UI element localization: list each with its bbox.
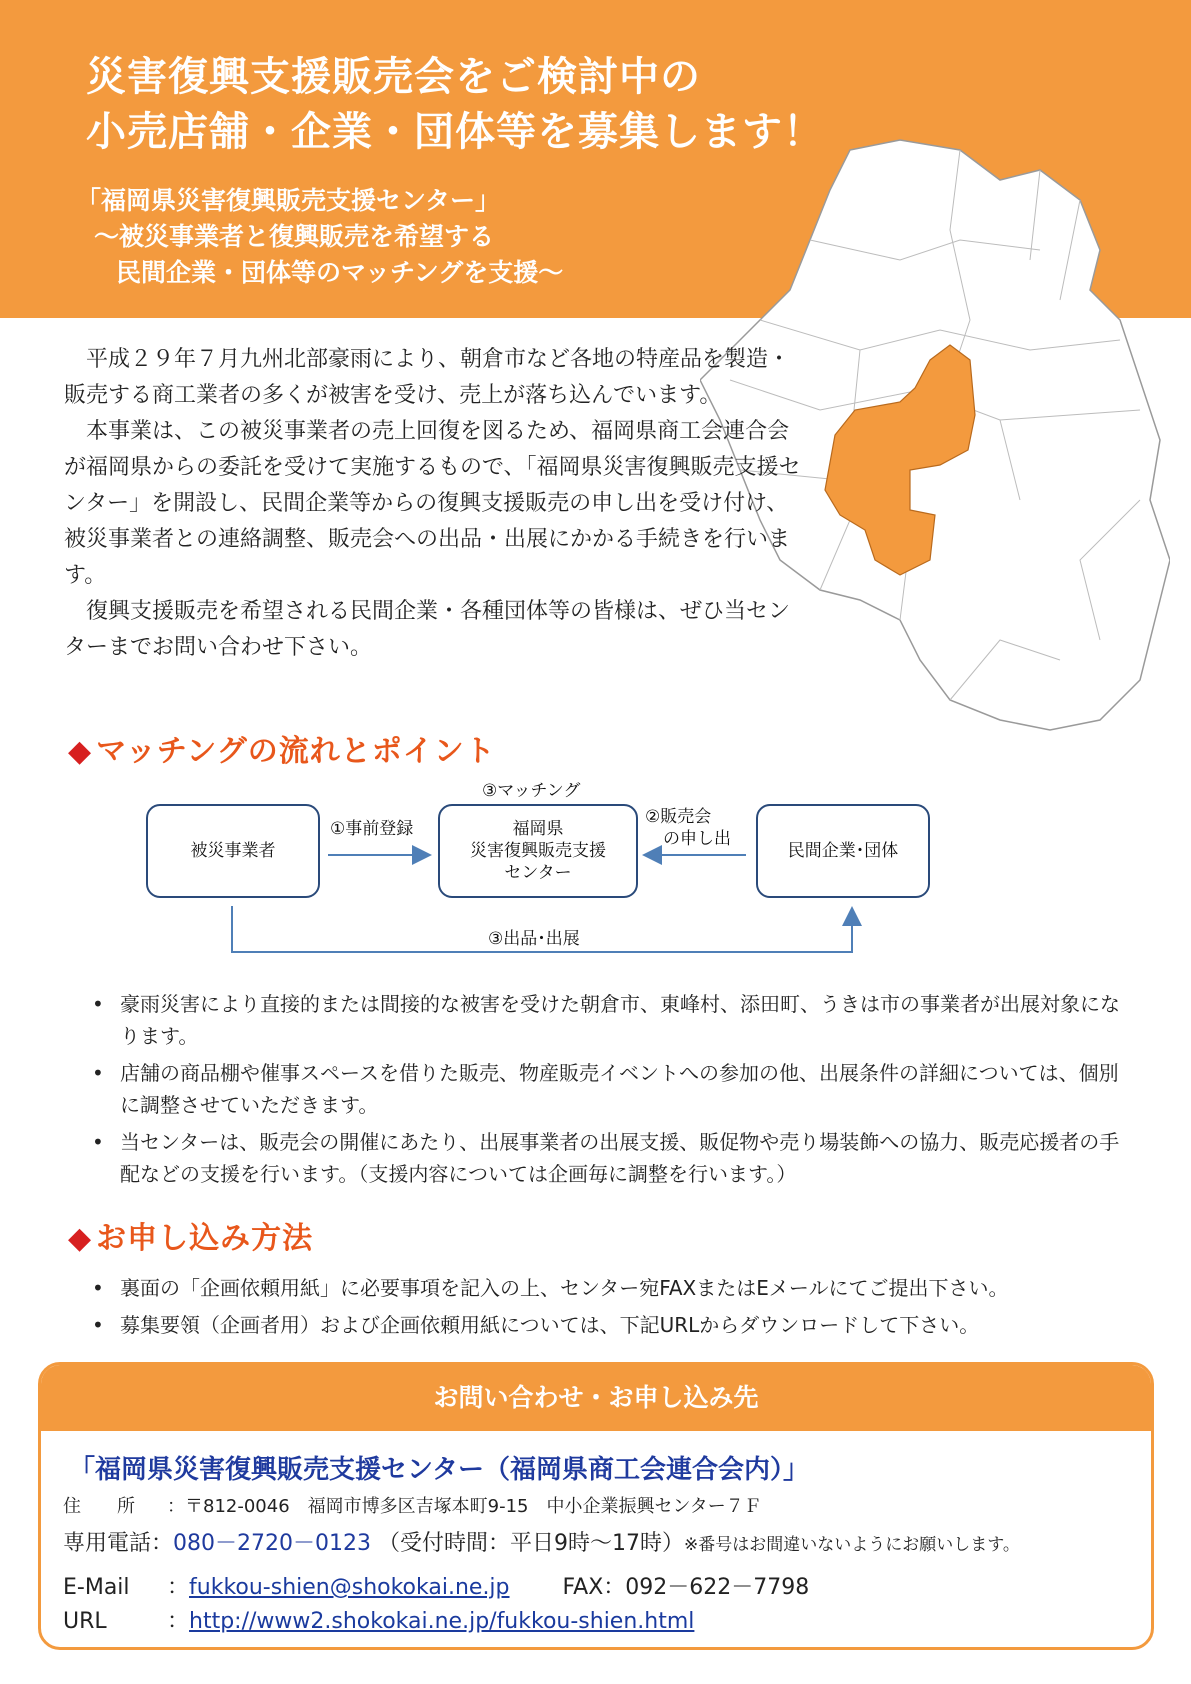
contact-heading: お問い合わせ・お申し込み先 [41,1365,1151,1431]
fax-number: FAX：092－622－7798 [562,1575,810,1600]
title-line-2: 小売店舗・企業・団体等を募集します！ [86,109,824,155]
center-name: 「福岡県災害復興販売支援センター（福岡県商工会連合会内）」 [69,1455,809,1485]
diamond-icon: ◆ [68,734,93,769]
list-item: • 裏面の「企画依頼用紙」に必要事項を記入の上、センター宛FAXまたはEメールにてご提出下さい。 [92,1276,1009,1300]
list-item: • 豪雨災害により直接的または間接的な被害を受けた朝倉市、東峰村、添田町、うきは市の事業者が出展対象になります。 [92,992,1120,1048]
flow-box-company: 民間企業･団体 [756,804,930,898]
address-row: 住 所 ：〒812-0046 福岡市博多区吉塚本町9-15 中小企業振興センター７Ｆ [63,1496,762,1517]
subtitle-line-1: 「福岡県災害復興販売支援センター」 [76,186,501,215]
email-row: E-Mail ：fukkou-shien@shokokai.ne.jp FAX：092－622－7798 [63,1575,810,1600]
apply-list [88,1272,1128,1346]
flow-label-request: ②販売会 の申し出 [645,807,731,849]
url-link[interactable]: http://www2.shokokai.ne.jp/fukkou-shien.html [189,1609,695,1634]
intro-paragraph: 復興支援販売を希望される民間企業・各種団体等の皆様は、ぜひ当センターまでお問い合わせ下さい。 [64,599,791,660]
intro-paragraph: 平成２９年７月九州北部豪雨により、朝倉市など各地の特産品を製造・販売する商工業者の多くが被害を受け、売上が落ち込んでいます。 [64,347,791,408]
contact-box [38,1362,1154,1650]
url-row: URL ：http://www2.shokokai.ne.jp/fukkou-shien.html [63,1609,695,1634]
diamond-icon: ◆ [68,1221,93,1256]
list-item: • 当センターは、販売会の開催にあたり、出展事業者の出展支援、販促物や売り場装飾への協力、販売応援者の手配などの支援を行います。（支援内容については企画毎に調整を行います。） [92,1130,1120,1186]
matching-flow-diagram [140,780,940,960]
section-heading-text: マッチングの流れとポイント [96,734,496,769]
points-list [88,988,1128,1195]
list-item: • 募集要領（企画者用）および企画依頼用紙については、下記URLからダウンロードして下さい。 [92,1313,980,1337]
subtitle-line-3: 民間企業・団体等のマッチングを支援～ [116,258,564,287]
title-line-1: 災害復興支援販売会をご検討中の [86,54,701,100]
flow-label-exhibit: ③出品･出展 [488,929,580,949]
phone-number[interactable]: 080－2720－0123 [173,1531,371,1556]
flow-label-registration: ①事前登録 [330,819,414,839]
flow-box-victim: 被災事業者 [146,804,320,898]
intro-paragraph: 本事業は、この被災事業者の売上回復を図るため、福岡県商工会連合会が福岡県からの委託を受けて実施するもので、「福岡県災害復興販売支援センター」を開設し、民間企業等からの復興支援販売の申し出を受け付け、被災事業者との連絡調整、販売会への出品・出展にかかる手続きを行います。 [64,419,801,588]
phone-row: 専用電話：080－2720－0123 （受付時間：平日9時～17時）※番号はお間違いないようにお願いします。 [63,1531,1020,1556]
section-heading-text: お申し込み方法 [96,1221,314,1256]
flow-box-center: 福岡県 災害復興販売支援 センター [438,804,638,898]
list-item: • 店舗の商品棚や催事スペースを借りた販売、物産販売イベントへの参加の他、出展条件の詳細については、個別に調整させていただきます。 [92,1061,1119,1117]
section-heading-apply [68,1213,313,1257]
subtitle-line-2: ～被災事業者と復興販売を希望する [94,222,495,251]
section-heading-flow [68,726,496,770]
flow-label-matching: ③マッチング [482,781,581,801]
email-link[interactable]: fukkou-shien@shokokai.ne.jp [189,1575,510,1600]
intro-text [64,342,804,666]
subtitle [76,183,563,291]
